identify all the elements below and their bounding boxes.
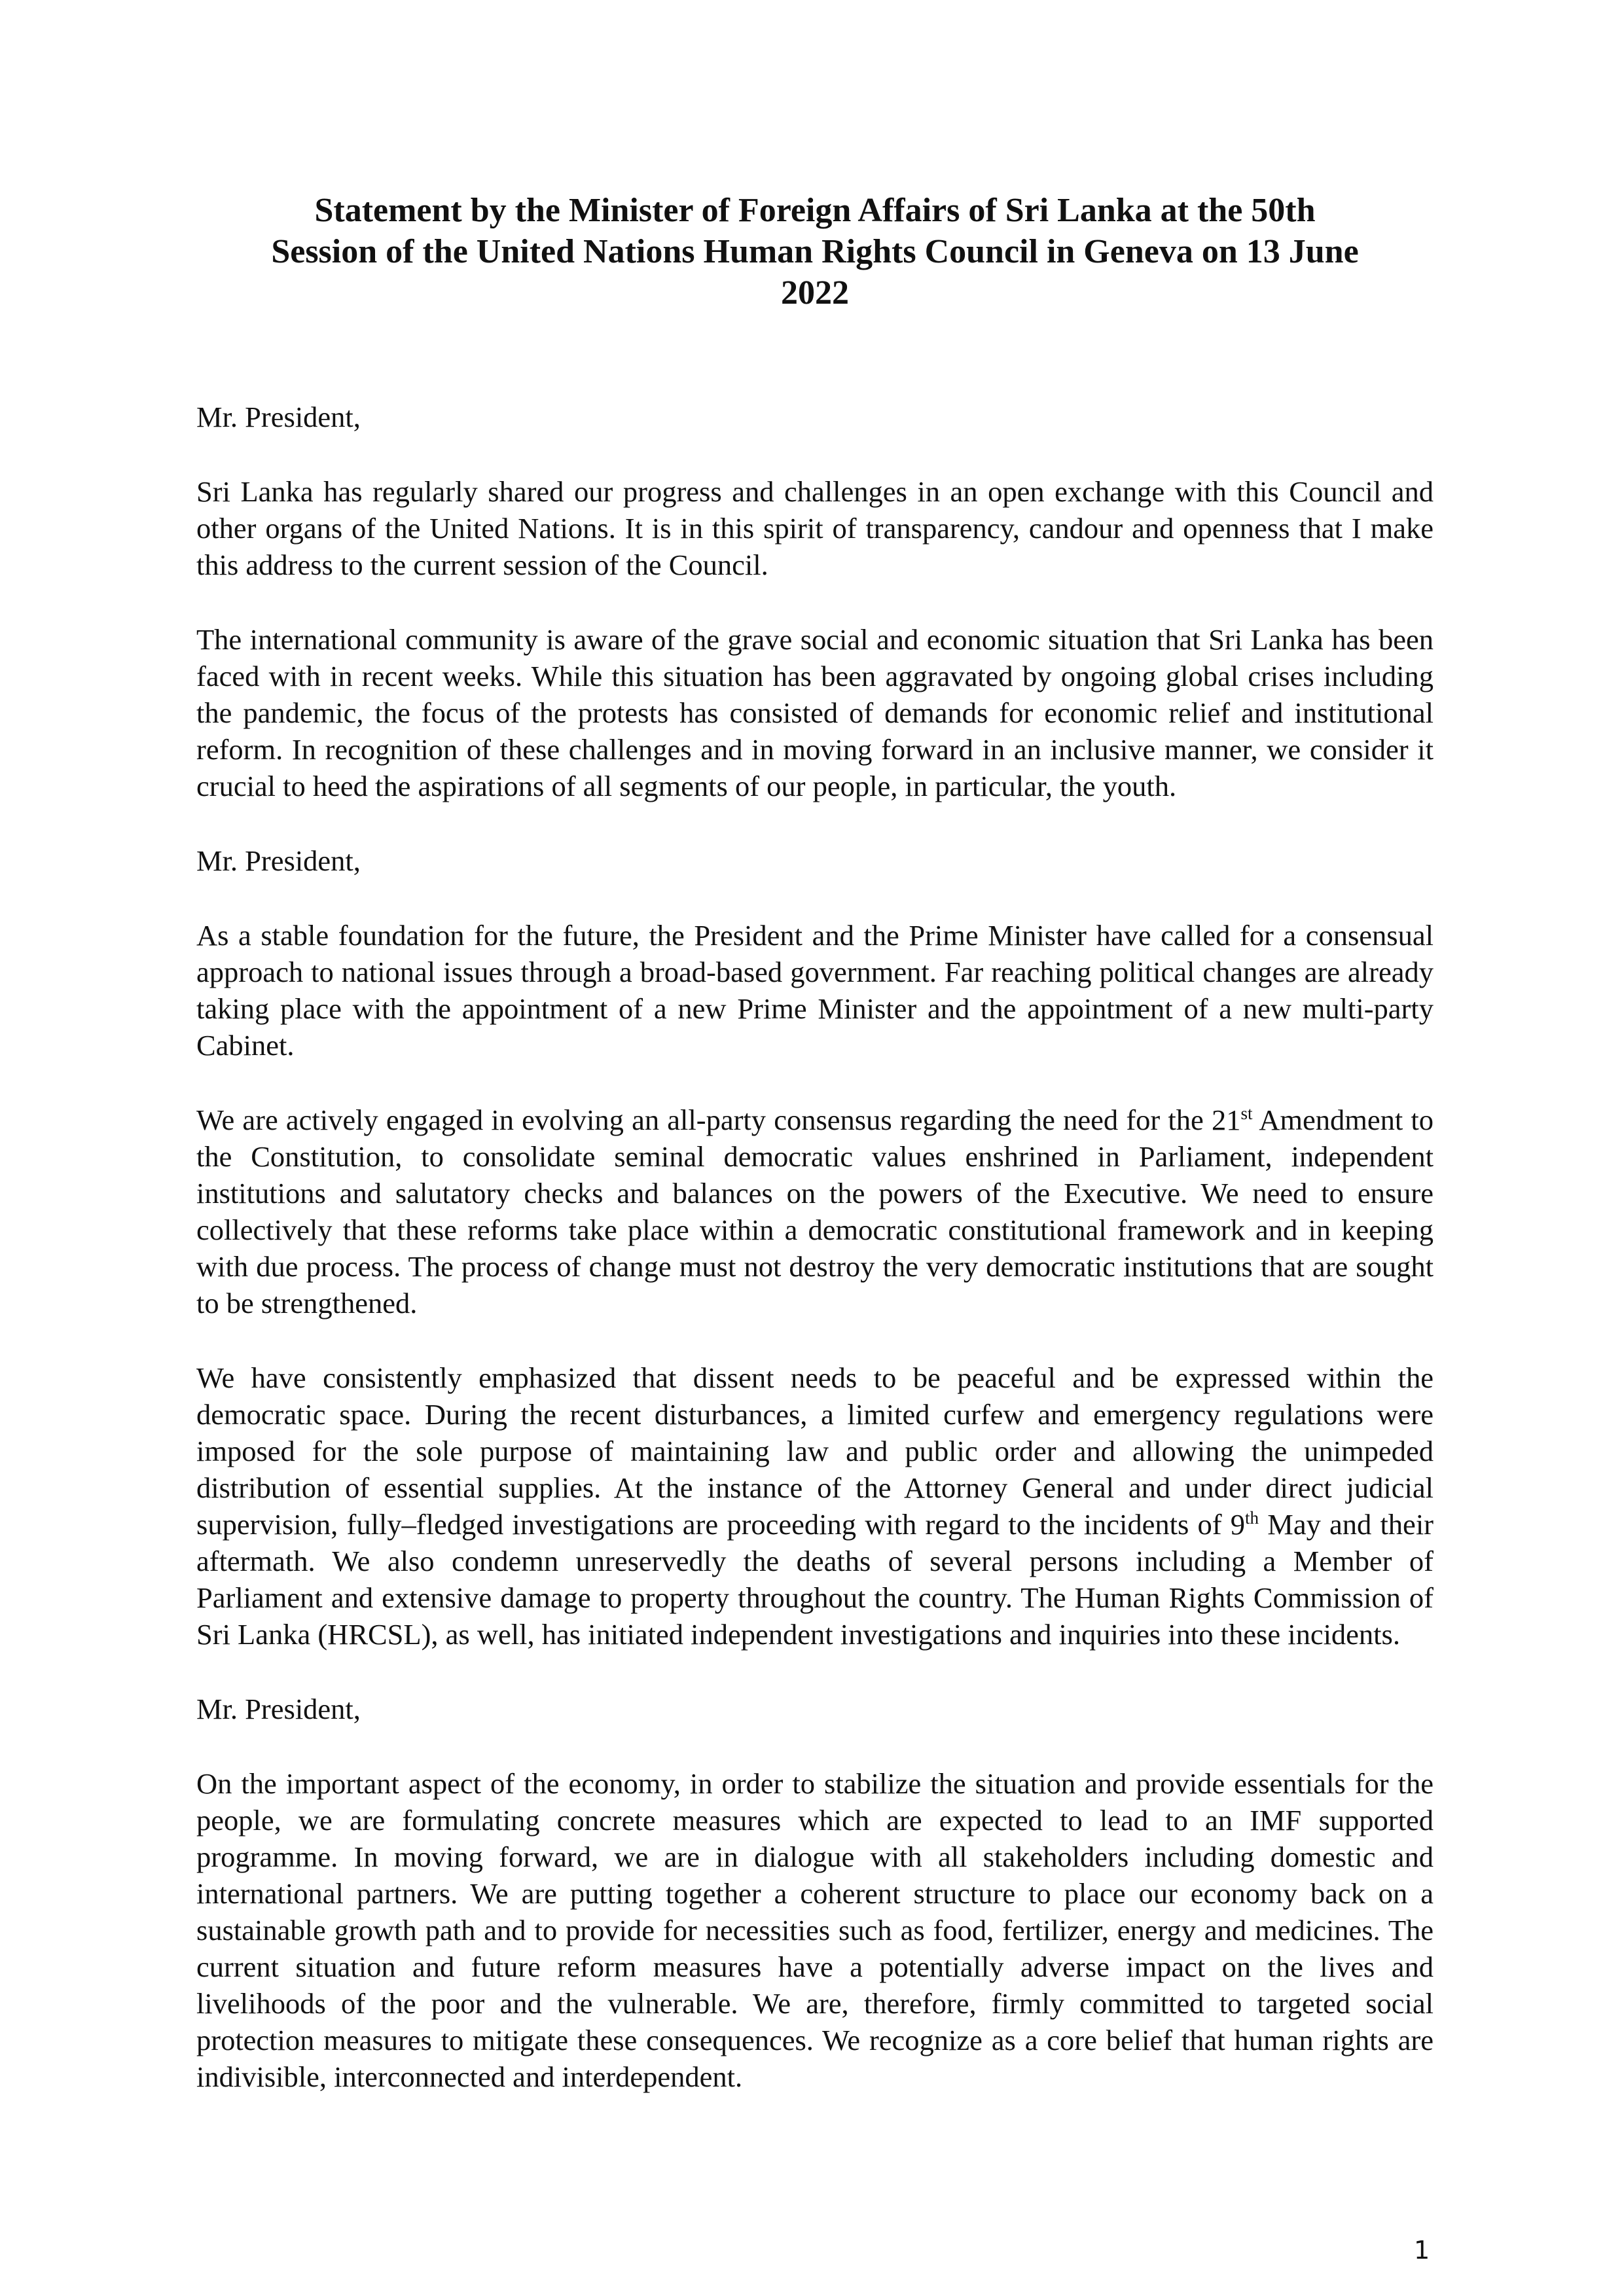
paragraph-transparency: Sri Lanka has regularly shared our progress and challenges in an open exchange with this Council and other organs of the United Nations. It is in this spirit of transparency, candour and openness that I make this address to the current session of the Council.: [196, 475, 1434, 581]
paragraph-21st-amendment: [196, 1102, 1434, 1321]
salutation: Mr. President,: [196, 844, 361, 877]
salutation: Mr. President,: [196, 401, 361, 433]
title-line-2: Session of the United Nations Human Rights Council in Geneva on 13 June: [271, 233, 1359, 270]
paragraph-economic-situation: The international community is aware of the grave social and economic situation that Sri Lanka has been faced with in recent weeks. While this situation has been aggravated by ongoing global crises including the pandemic, the focus of the protests has consisted of demands for economic relief and institutional reform. In recognition of these challenges and in moving forward in an inclusive manner, we consider it crucial to heed the aspirations of all segments of our people, in particular, the youth.: [196, 623, 1434, 802]
paragraph-text: May and their aftermath. We also condemn unreservedly the deaths of several persons including a Member of Parliament and extensive damage to property throughout the country. The Human Rights Commission of Sri Lanka (HRCSL), as well, has initiated independent investigations and inquiries into these incidents.: [196, 1508, 1434, 1651]
document-title: [196, 190, 1434, 314]
title-line-3: 2022: [781, 274, 849, 312]
document-body: [196, 399, 1434, 2095]
paragraph-text: Amendment to the Constitution, to consolidate seminal democratic values enshrined in Parliament, independent institutions and salutatory checks and balances on the powers of the Executive. We need to ensure collectively that these reforms take place within a democratic constitutional framework and in keeping with due process. The process of change must not destroy the very democratic institutions that are sought to be strengthened.: [196, 1103, 1434, 1319]
document-page: [196, 190, 1434, 2133]
paragraph-text: We have consistently emphasized that dissent needs to be peaceful and be expressed within the democratic space. During the recent disturbances, a limited curfew and emergency regulations were imposed for the sole purpose of maintaining law and public order and allowing the unimpeded distribution of essential supplies. At the instance of the Attorney General and under direct judicial supervision, fully–fledged investigations are proceeding with regard to the incidents of 9: [196, 1361, 1434, 1541]
salutation: Mr. President,: [196, 1693, 361, 1725]
ordinal-suffix: th: [1245, 1508, 1259, 1528]
paragraph-dissent-and-investigations: [196, 1359, 1434, 1653]
ordinal-suffix: st: [1240, 1103, 1253, 1124]
page-number: 1: [1414, 2236, 1430, 2265]
paragraph-economy: On the important aspect of the economy, in order to stabilize the situation and provide essentials for the people, we are formulating concrete measures which are expected to lead to an IMF supported programme. In moving forward, we are in dialogue with all stakeholders including domestic and international partners. We are putting together a coherent structure to place our economy back on a sustainable growth path and to provide for necessities such as food, fertilizer, energy and medicines. The current situation and future reform measures have a potentially adverse impact on the lives and livelihoods of the poor and the vulnerable. We are, therefore, firmly committed to targeted social protection measures to mitigate these consequences. We recognize as a core belief that human rights are indivisible, interconnected and interdependent.: [196, 1767, 1434, 2093]
title-line-1: Statement by the Minister of Foreign Affairs of Sri Lanka at the 50th: [314, 192, 1316, 229]
paragraph-text: We are actively engaged in evolving an all-party consensus regarding the need for the 21: [196, 1103, 1241, 1136]
paragraph-broad-based-government: As a stable foundation for the future, the President and the Prime Minister have called for a consensual approach to national issues through a broad-based government. Far reaching political changes are already taking place with the appointment of a new Prime Minister and the appointment of a new multi-party Cabinet.: [196, 919, 1434, 1062]
